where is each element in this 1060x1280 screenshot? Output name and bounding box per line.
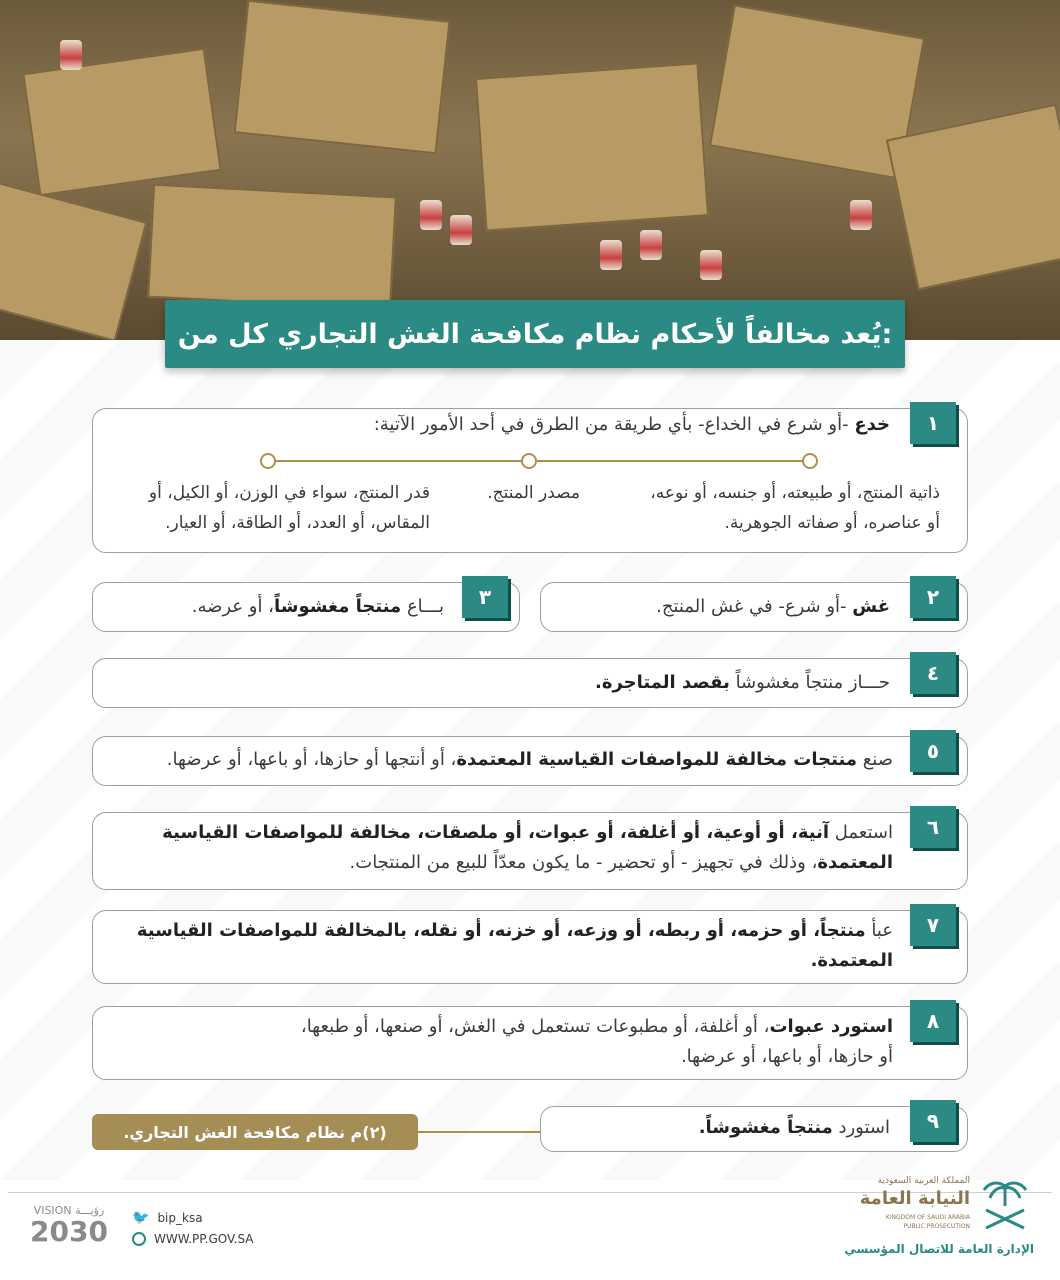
reference-connector [418, 1131, 540, 1133]
item-1-text: خدع -أو شرع في الخداع- بأي طريقة من الطرق في أحد الأمور الآتية: [373, 414, 890, 435]
header-photo [0, 0, 1060, 340]
item-1-option-3: قدر المنتج، سواء في الوزن، أو الكيل، أو المقاس، أو العدد، أو الطاقة، أو العيار. [148, 483, 430, 533]
item-8-text: استورد عبوات، أو أغلفة، أو مطبوعات تستعمل في الغش، أو صنعها، أو طبعها، أو حازها، أو باعها، أو عرضها. [300, 1016, 893, 1067]
item-4-number: ٤ [910, 652, 956, 694]
item-1-timeline [268, 460, 810, 462]
item-7-number: ٧ [910, 904, 956, 946]
item-1-option-2: مصدر المنتج. [487, 483, 580, 503]
item-2-text: غش -أو شرع- في غش المنتج. [656, 596, 890, 617]
globe-icon [132, 1232, 146, 1246]
item-3-text: بـــاع منتجاً مغشوشاً، أو عرضه. [191, 596, 444, 617]
item-7-text: عبأ منتجاً، أو حزمه، أو ربطه، أو وزعه، أو خزنه، أو نقله، بالمخالفة للمواصفات القياسية المعتمدة. [136, 920, 893, 971]
item-5-number: ٥ [910, 730, 956, 772]
timeline-dot [521, 453, 537, 469]
vision-2030-logo: VISION رؤيـــة 2030 [30, 1204, 108, 1248]
org-logo: المملكة العربية السعودية النيابة العامة KINGDOM OF SAUDI ARABIA PUBLIC PROSECUTION الإدارة العامة للاتصال المؤسسي [844, 1176, 1034, 1256]
page-title: يُعد مخالفاً لأحكام نظام مكافحة الغش التجاري كل من: [165, 300, 905, 368]
item-2-number: ٢ [910, 576, 956, 618]
twitter-icon: 🐦 [132, 1210, 150, 1226]
item-6-number: ٦ [910, 806, 956, 848]
item-1-number: ١ [910, 402, 956, 444]
item-6-text: استعمل آنية، أو أوعية، أو أغلفة، أو عبوات، أو ملصقات، مخالفة للمواصفات القياسية المعتمدة، وذلك في تجهيز - أو تحضير - ما يكون معدّاً للبيع من المنتجات. [162, 822, 893, 873]
item-8-number: ٨ [910, 1000, 956, 1042]
timeline-dot [802, 453, 818, 469]
timeline-dot [260, 453, 276, 469]
item-9-number: ٩ [910, 1100, 956, 1142]
website-link[interactable]: WWW.PP.GOV.SA [132, 1232, 254, 1246]
item-9-text: استورد منتجاً مغشوشاً. [698, 1117, 890, 1138]
palm-swords-emblem-icon [978, 1176, 1032, 1236]
item-3-number: ٣ [462, 576, 508, 618]
item-4-text: حـــاز منتجاً مغشوشاً بقصد المتاجرة. [594, 672, 890, 693]
item-1-option-1: ذاتية المنتج، أو طبيعته، أو جنسه، أو نوعه، أو عناصره، أو صفاته الجوهرية. [650, 483, 940, 533]
twitter-link[interactable]: 🐦 bip_ksa [132, 1210, 203, 1226]
reference-badge: (٢)م نظام مكافحة الغش التجاري. [92, 1114, 418, 1150]
item-5-text: صنع منتجات مخالفة للمواصفات القياسية المعتمدة، أو أنتجها أو حازها، أو باعها، أو عرضها. [166, 749, 893, 770]
